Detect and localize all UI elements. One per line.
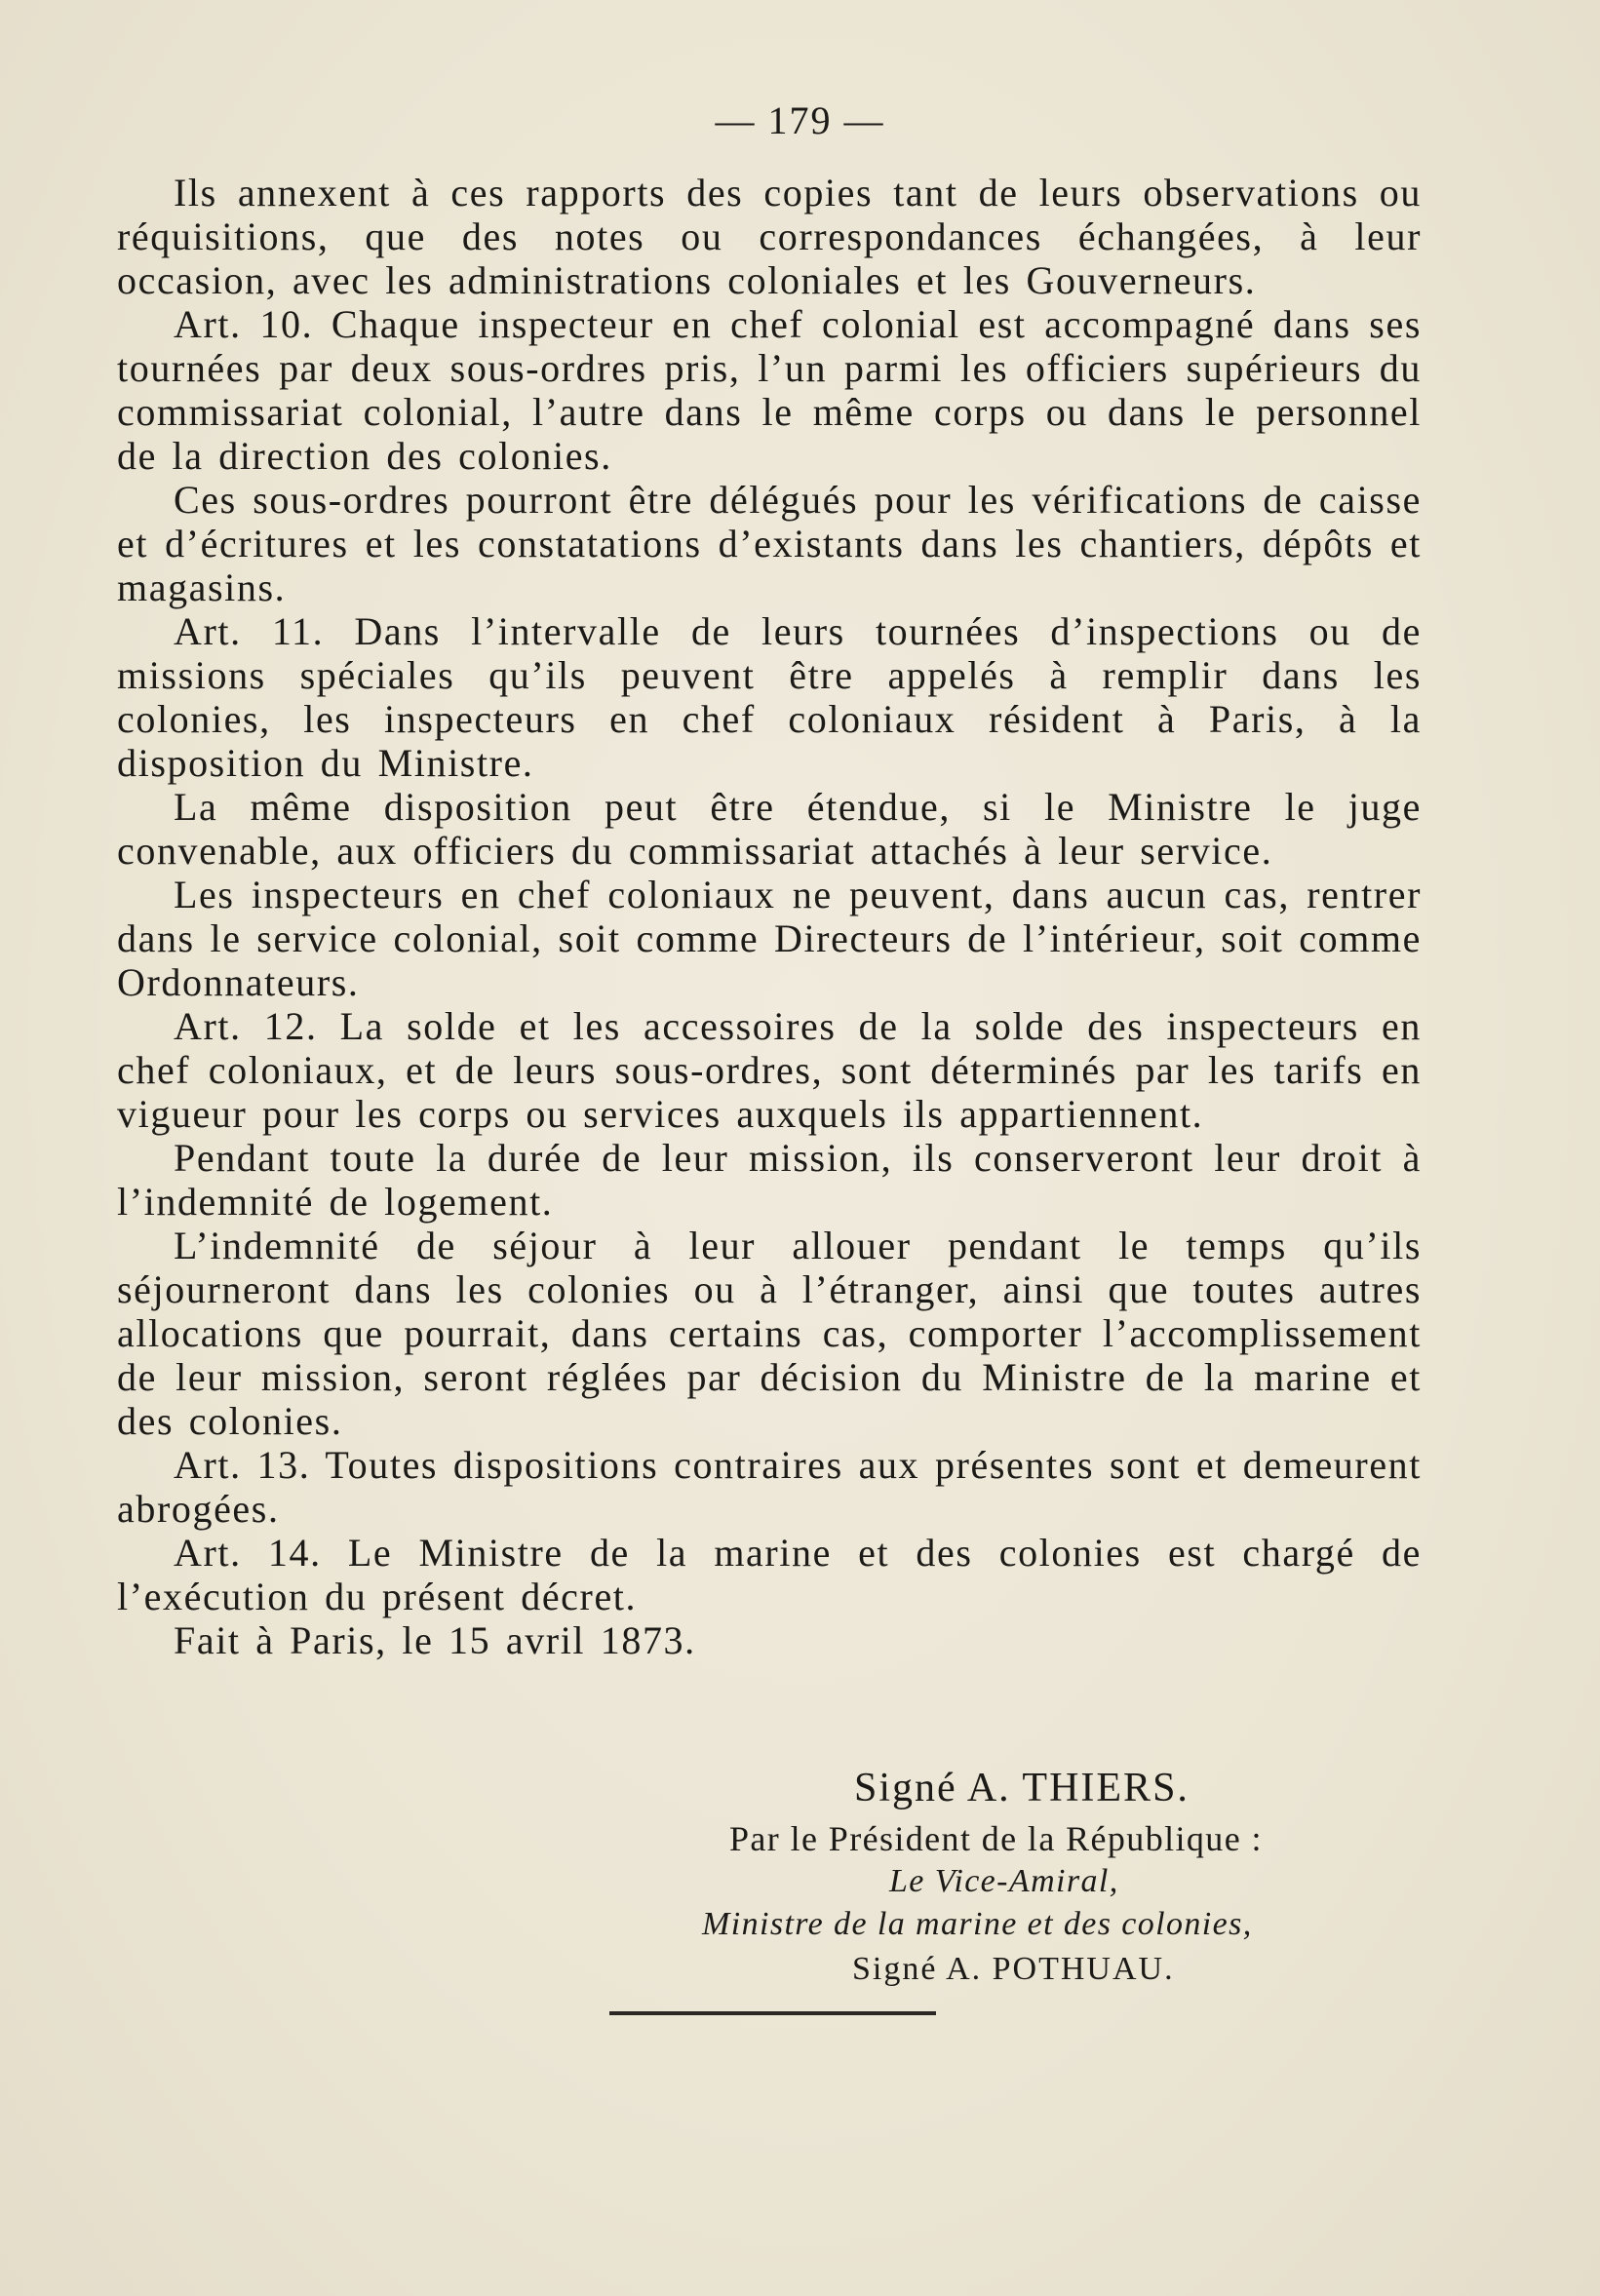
article-11: Art. 11. Dans l’intervalle de leurs tournées d’inspections ou de missions spéciales qu’ils peuvent être appelés à remplir dans les colonies, les inspecteurs en chef coloniaux résident à Paris, à la disposition du Ministre. <box>117 609 1422 785</box>
signature-thiers: Signé A. THIERS. <box>854 1766 1190 1810</box>
paragraph: Les inspecteurs en chef coloniaux ne peuvent, dans aucun cas, rentrer dans le service colonial, soit comme Directeurs de l’intérieur, soit comme Ordonnateurs. <box>117 873 1422 1004</box>
paragraph: Pendant toute la durée de leur mission, ils conserveront leur droit à l’indemnité de logement. <box>117 1136 1422 1224</box>
signature-president-line: Par le Président de la République : <box>729 1819 1263 1858</box>
page-number: — 179 — <box>715 98 885 142</box>
article-10: Art. 10. Chaque inspecteur en chef colonial est accompagné dans ses tournées par deux sous-ordres pris, l’un parmi les officiers supérieurs du commissariat colonial, l’autre dans le même corps ou dans le personnel de la direction des colonies. <box>117 302 1422 478</box>
paragraph: La même disposition peut être étendue, si le Ministre le juge convenable, aux officiers du commissariat attachés à leur service. <box>117 785 1422 873</box>
article-14: Art. 14. Le Ministre de la marine et des colonies est chargé de l’exécution du présent décret. <box>117 1531 1422 1618</box>
paragraph: L’indemnité de séjour à leur allouer pendant le temps qu’ils séjourneront dans les colonies ou à l’étranger, ainsi que toutes autres allocations que pourrait, dans certains cas, comporter l’accomplissement de leur mission, seront réglées par décision du Ministre de la marine et des colonies. <box>117 1224 1422 1443</box>
decree-body <box>117 171 1422 1662</box>
paragraph: Ils annexent à ces rapports des copies tant de leurs observations ou réquisitions, que des notes ou correspondances échangées, à leur occasion, avec les administrations coloniales et les Gouverneurs. <box>117 171 1422 302</box>
signature-vice-admiral: Le Vice-Amiral, <box>889 1863 1119 1899</box>
closing-rule <box>609 2011 936 2015</box>
article-12: Art. 12. La solde et les accessoires de la solde des inspecteurs en chef coloniaux, et de leurs sous-ordres, sont déterminés par les tarifs en vigueur pour les corps ou services auxquels ils appartiennent. <box>117 1004 1422 1136</box>
paragraph: Ces sous-ordres pourront être délégués pour les vérifications de caisse et d’écritures et les constatations d’existants dans les chantiers, dépôts et magasins. <box>117 478 1422 609</box>
signature-pothuau: Signé A. POTHUAU. <box>852 1951 1175 1987</box>
date-line: Fait à Paris, le 15 avril 1873. <box>174 1618 696 1662</box>
article-13: Art. 13. Toutes dispositions contraires aux présentes sont et demeurent abrogées. <box>117 1443 1422 1531</box>
signature-minister-title: Ministre de la marine et des colonies, <box>702 1906 1253 1942</box>
